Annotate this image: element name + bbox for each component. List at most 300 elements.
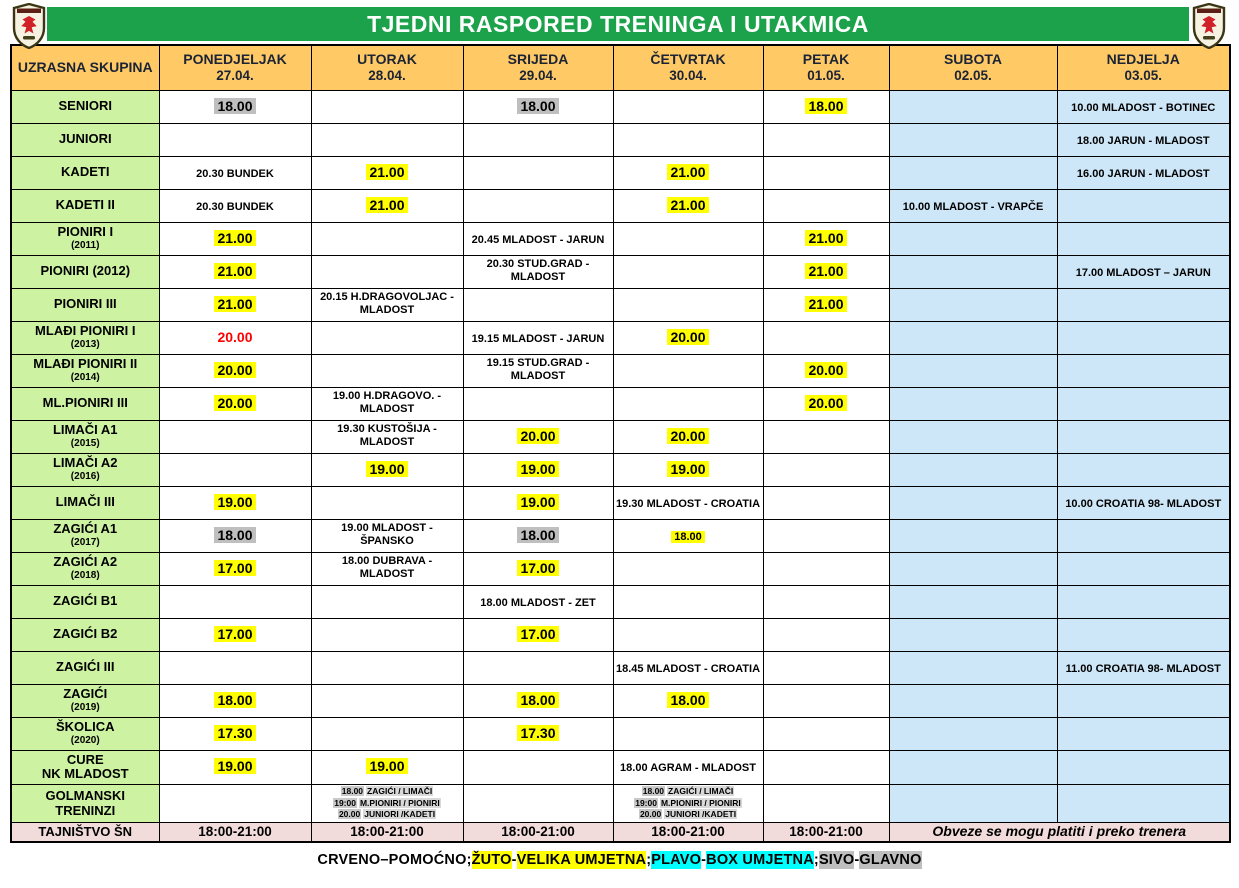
age-group-label	[11, 255, 159, 288]
group-year: (2018)	[70, 570, 100, 582]
schedule-cell	[889, 156, 1057, 189]
schedule-row	[11, 618, 1230, 651]
match-entry: 16.00 JARUN - MLADOST	[1076, 167, 1210, 180]
legend-segment-none: CRVENO–POMOĆNO;	[317, 851, 472, 868]
schedule-cell	[159, 618, 311, 651]
schedule-cell	[159, 222, 311, 255]
schedule-row	[11, 222, 1230, 255]
schedule-cell	[463, 618, 613, 651]
schedule-row	[11, 717, 1230, 750]
age-group-label	[11, 123, 159, 156]
header-day-1	[159, 45, 311, 90]
schedule-cell	[463, 651, 613, 684]
schedule-cell	[311, 288, 463, 321]
schedule-cell	[889, 288, 1057, 321]
schedule-cell	[1057, 519, 1230, 552]
schedule-cell	[613, 354, 763, 387]
group-name: ZAGIĆI B1	[53, 593, 118, 609]
day-name: UTORAK	[357, 50, 417, 67]
schedule-cell	[1057, 486, 1230, 519]
header-day-2	[311, 45, 463, 90]
goalkeeper-training-line	[616, 798, 761, 809]
training-time: 21.00	[667, 164, 708, 180]
training-time: 20.00	[667, 428, 708, 444]
match-entry: 18.45 MLADOST - CROATIA	[615, 662, 761, 675]
secretariat-hours: 18:00-21:00	[501, 823, 575, 839]
gk-time: 19:00	[635, 797, 657, 808]
group-name: LIMAČI A1	[52, 422, 118, 438]
match-entry: 20.15 H.DRAGOVOLJAC - MLADOST	[320, 290, 454, 317]
schedule-cell	[763, 420, 889, 453]
day-name: PONEDJELJAK	[183, 50, 287, 67]
match-entry: 19.00 H.DRAGOVO. - MLADOST	[332, 389, 442, 416]
secretariat-hours: 18:00-21:00	[789, 823, 863, 839]
day-name: SUBOTA	[943, 50, 1003, 67]
group-name: JUNIORI	[58, 131, 112, 147]
age-group-label	[11, 354, 159, 387]
match-entry: 18.00 MLADOST - ZET	[480, 596, 596, 609]
schedule-cell	[889, 717, 1057, 750]
schedule-cell	[311, 189, 463, 222]
training-time: 18.00	[214, 527, 255, 543]
schedule-cell	[159, 717, 311, 750]
day-date: 01.05.	[807, 68, 845, 84]
schedule-cell	[159, 420, 311, 453]
match-entry: 10.00 CROATIA 98- MLADOST	[1065, 497, 1222, 510]
schedule-cell	[463, 222, 613, 255]
group-name: MLAĐI PIONIRI II	[33, 356, 138, 372]
group-name: ZAGIĆI B2	[53, 626, 118, 642]
schedule-cell	[613, 717, 763, 750]
training-time: 20.00	[667, 329, 708, 345]
legend-segment-cyan: BOX UMJETNA	[706, 851, 814, 868]
match-entry: 19.15 STUD.GRAD - MLADOST	[486, 356, 590, 383]
schedule-cell	[763, 717, 889, 750]
schedule-row	[11, 123, 1230, 156]
schedule-cell	[1057, 354, 1230, 387]
header-day-7	[1057, 45, 1230, 90]
club-crest-icon	[1191, 3, 1227, 49]
schedule-cell	[763, 618, 889, 651]
training-time: 17.30	[214, 725, 255, 741]
group-name: GOLMANSKI	[45, 787, 125, 803]
schedule-cell	[889, 618, 1057, 651]
schedule-row	[11, 684, 1230, 717]
match-entry: 19.30 KUSTOŠIJA - MLADOST	[337, 422, 437, 449]
header-row	[11, 45, 1230, 90]
schedule-cell	[763, 156, 889, 189]
schedule-cell	[463, 90, 613, 123]
schedule-cell	[311, 651, 463, 684]
goalkeeper-training-line	[314, 786, 461, 797]
group-name: MLAĐI PIONIRI I	[35, 323, 136, 339]
schedule-cell	[1057, 785, 1230, 822]
schedule-row	[11, 519, 1230, 552]
day-date: 27.04.	[216, 68, 254, 84]
schedule-cell	[159, 123, 311, 156]
match-entry: 20.30 BUNDEK	[196, 167, 274, 180]
secretariat-hours-cell	[311, 822, 463, 842]
schedule-cell	[159, 156, 311, 189]
schedule-cell	[1057, 618, 1230, 651]
training-time: 20.00	[214, 362, 255, 378]
schedule-cell	[159, 519, 311, 552]
schedule-cell	[311, 255, 463, 288]
schedule-row	[11, 453, 1230, 486]
group-name: KADETI	[61, 164, 110, 180]
goalkeeper-training-line	[616, 809, 761, 820]
legend-segment-none: -	[511, 851, 517, 868]
schedule-cell	[159, 189, 311, 222]
training-time: 19.00	[517, 494, 558, 510]
schedule-cell	[1057, 717, 1230, 750]
age-group-label	[11, 420, 159, 453]
day-date: 28.04.	[368, 68, 406, 84]
group-name: PIONIRI I	[57, 224, 114, 240]
training-time: 19.00	[366, 461, 407, 477]
schedule-cell	[159, 387, 311, 420]
schedule-cell	[311, 585, 463, 618]
training-time: 18.00	[517, 527, 558, 543]
secretariat-hours: 18:00-21:00	[651, 823, 725, 839]
group-year: (2015)	[70, 438, 100, 450]
schedule-cell	[613, 222, 763, 255]
header-group-column: UZRASNA SKUPINA	[11, 45, 159, 90]
training-time: 21.00	[214, 230, 255, 246]
training-time: 17.00	[517, 560, 558, 576]
header-day-5	[763, 45, 889, 90]
schedule-cell	[463, 123, 613, 156]
schedule-cell	[889, 519, 1057, 552]
training-time: 19.00	[214, 758, 255, 774]
schedule-cell	[311, 156, 463, 189]
schedule-cell	[613, 585, 763, 618]
schedule-cell	[613, 519, 763, 552]
goalkeeper-training-line	[314, 809, 461, 820]
age-group-label	[11, 552, 159, 585]
secretariat-note: Obveze se mogu platiti i preko trenera	[932, 822, 1187, 839]
gk-time: 20.00	[639, 809, 662, 820]
schedule-cell	[889, 486, 1057, 519]
schedule-cell	[763, 750, 889, 785]
legend-segment-gray: SIVO	[818, 851, 855, 868]
day-name: PETAK	[802, 50, 850, 67]
secretariat-hours-cell	[463, 822, 613, 842]
schedule-cell	[1057, 288, 1230, 321]
schedule-cell	[889, 651, 1057, 684]
match-entry: 11.00 CROATIA 98- MLADOST	[1065, 662, 1221, 675]
schedule-cell	[613, 785, 763, 822]
schedule-cell	[311, 387, 463, 420]
schedule-cell	[763, 585, 889, 618]
training-time: 19.00	[517, 461, 558, 477]
group-name: SENIORI	[58, 98, 112, 114]
schedule-cell	[613, 453, 763, 486]
schedule-cell	[763, 684, 889, 717]
schedule-cell	[159, 288, 311, 321]
schedule-row	[11, 156, 1230, 189]
age-group-label	[11, 750, 159, 785]
schedule-cell	[463, 321, 613, 354]
schedule-cell	[463, 387, 613, 420]
gk-groups: ZAGIĆI / LIMAČI	[367, 786, 433, 797]
schedule-cell	[763, 651, 889, 684]
schedule-cell	[1057, 90, 1230, 123]
group-year: (2017)	[70, 537, 100, 549]
age-group-label	[11, 486, 159, 519]
age-group-label	[11, 585, 159, 618]
schedule-cell	[889, 123, 1057, 156]
training-time: 21.00	[805, 230, 846, 246]
schedule-cell	[889, 255, 1057, 288]
legend-segment-gray: GLAVNO	[859, 851, 922, 868]
schedule-cell	[763, 453, 889, 486]
schedule-cell	[763, 519, 889, 552]
legend-segment-none: -	[854, 851, 860, 868]
training-time: 20.00	[214, 395, 255, 411]
gk-groups: JUNIORI /KADETI	[364, 809, 436, 820]
match-entry: 10.00 MLADOST - VRAPČE	[902, 200, 1044, 213]
schedule-cell	[463, 785, 613, 822]
training-time: 21.00	[214, 263, 255, 279]
schedule-cell	[311, 750, 463, 785]
legend-segment-yellow: VELIKA UMJETNA	[516, 851, 647, 868]
schedule-cell	[311, 420, 463, 453]
age-group-label	[11, 453, 159, 486]
gk-groups: M.PIONIRI / PIONIRI	[660, 797, 741, 808]
age-group-label	[11, 785, 159, 822]
schedule-cell	[1057, 453, 1230, 486]
training-time: 21.00	[366, 164, 407, 180]
schedule-cell	[463, 552, 613, 585]
gk-time: 20.00	[338, 809, 361, 820]
schedule-cell	[763, 486, 889, 519]
schedule-cell	[763, 123, 889, 156]
gk-groups: JUNIORI /KADETI	[665, 809, 737, 820]
gk-groups: ZAGIĆI / LIMAČI	[668, 786, 734, 797]
match-entry: 17.00 MLADOST – JARUN	[1075, 266, 1211, 279]
schedule-cell	[463, 420, 613, 453]
age-group-label	[11, 222, 159, 255]
schedule-cell	[1057, 750, 1230, 785]
club-crest-icon	[11, 3, 47, 49]
header-day-6	[889, 45, 1057, 90]
schedule-cell	[613, 420, 763, 453]
group-name-line2: TRENINZI	[55, 802, 116, 818]
goalkeeper-training-line	[616, 786, 761, 797]
group-year: (2011)	[71, 240, 100, 252]
schedule-cell	[763, 387, 889, 420]
schedule-cell	[159, 552, 311, 585]
group-name: ŠKOLICA	[56, 719, 115, 735]
schedule-cell	[763, 785, 889, 822]
schedule-cell	[463, 453, 613, 486]
day-date: 02.05.	[954, 68, 992, 84]
schedule-cell	[1057, 651, 1230, 684]
age-group-label	[11, 321, 159, 354]
training-time: 21.00	[214, 296, 255, 312]
schedule-row	[11, 552, 1230, 585]
match-entry: 18.00 JARUN - MLADOST	[1076, 134, 1210, 147]
schedule-row	[11, 785, 1230, 822]
schedule-cell	[889, 321, 1057, 354]
schedule-cell	[613, 618, 763, 651]
secretariat-hours-cell	[613, 822, 763, 842]
match-entry: 20.30 BUNDEK	[196, 200, 274, 213]
schedule-cell	[311, 717, 463, 750]
legend-segment-none: ;	[813, 851, 819, 868]
schedule-cell	[613, 189, 763, 222]
schedule-cell	[1057, 684, 1230, 717]
training-time: 17.00	[214, 626, 255, 642]
schedule-cell	[613, 651, 763, 684]
group-name-line2: NK MLADOST	[41, 766, 129, 782]
schedule-cell	[763, 90, 889, 123]
schedule-cell	[1057, 585, 1230, 618]
schedule-row	[11, 288, 1230, 321]
schedule-row	[11, 354, 1230, 387]
schedule-cell	[159, 651, 311, 684]
schedule-cell	[763, 222, 889, 255]
schedule-cell	[889, 585, 1057, 618]
match-entry: 18.00 AGRAM - MLADOST	[620, 762, 756, 775]
training-time: 18.00	[517, 98, 558, 114]
schedule-cell	[763, 321, 889, 354]
group-year: (2014)	[70, 372, 100, 384]
group-name: ML.PIONIRI III	[42, 395, 128, 411]
schedule-row	[11, 321, 1230, 354]
age-group-label	[11, 651, 159, 684]
training-time: 19.00	[366, 758, 407, 774]
schedule-row	[11, 651, 1230, 684]
schedule-cell	[463, 717, 613, 750]
header-day-3	[463, 45, 613, 90]
schedule-cell	[889, 354, 1057, 387]
schedule-cell	[763, 255, 889, 288]
color-legend	[0, 852, 1239, 868]
secretariat-hours-cell	[159, 822, 311, 842]
schedule-row	[11, 255, 1230, 288]
schedule-cell	[159, 321, 311, 354]
legend-segment-none: ;	[646, 851, 652, 868]
secretariat-hours-cell	[763, 822, 889, 842]
match-entry: 18.00 DUBRAVA - MLADOST	[341, 554, 433, 581]
group-name: ZAGIĆI A2	[53, 554, 118, 570]
age-group-label	[11, 90, 159, 123]
schedule-cell	[159, 453, 311, 486]
schedule-cell	[763, 189, 889, 222]
page-header	[0, 0, 1239, 44]
training-time: 21.00	[366, 197, 407, 213]
schedule-cell	[889, 785, 1057, 822]
schedule-cell	[311, 222, 463, 255]
schedule-cell	[613, 321, 763, 354]
training-time: 21.00	[805, 263, 846, 279]
schedule-cell	[311, 618, 463, 651]
schedule-row	[11, 420, 1230, 453]
gk-groups: M.PIONIRI / PIONIRI	[359, 797, 440, 808]
training-time: 21.00	[805, 296, 846, 312]
group-year: (2020)	[70, 735, 100, 747]
legend-segment-cyan: PLAVO	[651, 851, 702, 868]
schedule-cell	[311, 486, 463, 519]
training-time: 18.00	[517, 692, 558, 708]
training-time: 21.00	[667, 197, 708, 213]
schedule-cell	[463, 750, 613, 785]
schedule-cell	[1057, 189, 1230, 222]
schedule-cell	[613, 684, 763, 717]
schedule-cell	[311, 354, 463, 387]
goalkeeper-training-line	[314, 798, 461, 809]
group-name: LIMAČI III	[55, 494, 115, 510]
schedule-cell	[463, 684, 613, 717]
schedule-cell	[763, 552, 889, 585]
age-group-label	[11, 189, 159, 222]
header-day-4	[613, 45, 763, 90]
training-time: 18.00	[214, 98, 255, 114]
group-year: (2013)	[70, 339, 100, 351]
schedule-cell	[613, 552, 763, 585]
schedule-row	[11, 90, 1230, 123]
age-group-label	[11, 519, 159, 552]
schedule-cell	[1057, 387, 1230, 420]
age-group-label	[11, 288, 159, 321]
schedule-cell	[159, 486, 311, 519]
schedule-cell	[889, 387, 1057, 420]
schedule-row	[11, 387, 1230, 420]
group-name: KADETI II	[55, 197, 115, 213]
schedule-cell	[1057, 255, 1230, 288]
group-name: LIMAČI A2	[52, 455, 118, 471]
secretariat-label: TAJNIŠTVO ŠN	[11, 822, 159, 842]
day-name: ČETVRTAK	[650, 50, 726, 67]
schedule-cell	[311, 321, 463, 354]
training-time: 20.00	[517, 428, 558, 444]
day-date: 03.05.	[1124, 68, 1163, 84]
schedule-cell	[1057, 123, 1230, 156]
day-date: 29.04.	[519, 68, 557, 84]
match-entry: 19.00 MLADOST - ŠPANSKO	[341, 521, 433, 548]
title-bar	[47, 7, 1189, 41]
schedule-cell	[889, 90, 1057, 123]
secretariat-hours: 18:00-21:00	[350, 823, 424, 839]
group-year: (2019)	[70, 702, 100, 714]
schedule-cell	[463, 585, 613, 618]
training-time: 20.00	[805, 395, 846, 411]
match-entry: 19.15 MLADOST - JARUN	[471, 332, 605, 345]
training-time: 19.00	[667, 461, 708, 477]
gk-time: 18.00	[642, 786, 665, 797]
schedule-cell	[1057, 420, 1230, 453]
group-name: ZAGIĆI A1	[53, 521, 118, 537]
match-entry: 10.00 MLADOST - BOTINEC	[1071, 101, 1216, 114]
age-group-label	[11, 618, 159, 651]
match-entry: 20.45 MLADOST - JARUN	[471, 233, 605, 246]
day-name: SRIJEDA	[507, 50, 569, 67]
schedule-cell	[159, 750, 311, 785]
schedule-cell	[463, 486, 613, 519]
legend-segment-none: -	[701, 851, 707, 868]
schedule-cell	[159, 585, 311, 618]
schedule-cell	[311, 785, 463, 822]
age-group-label	[11, 387, 159, 420]
schedule-cell	[613, 90, 763, 123]
match-entry: 20.30 STUD.GRAD - MLADOST	[486, 257, 590, 284]
training-time: 18.00	[805, 98, 846, 114]
schedule-cell	[463, 255, 613, 288]
schedule-row	[11, 585, 1230, 618]
group-year: (2016)	[70, 471, 100, 483]
